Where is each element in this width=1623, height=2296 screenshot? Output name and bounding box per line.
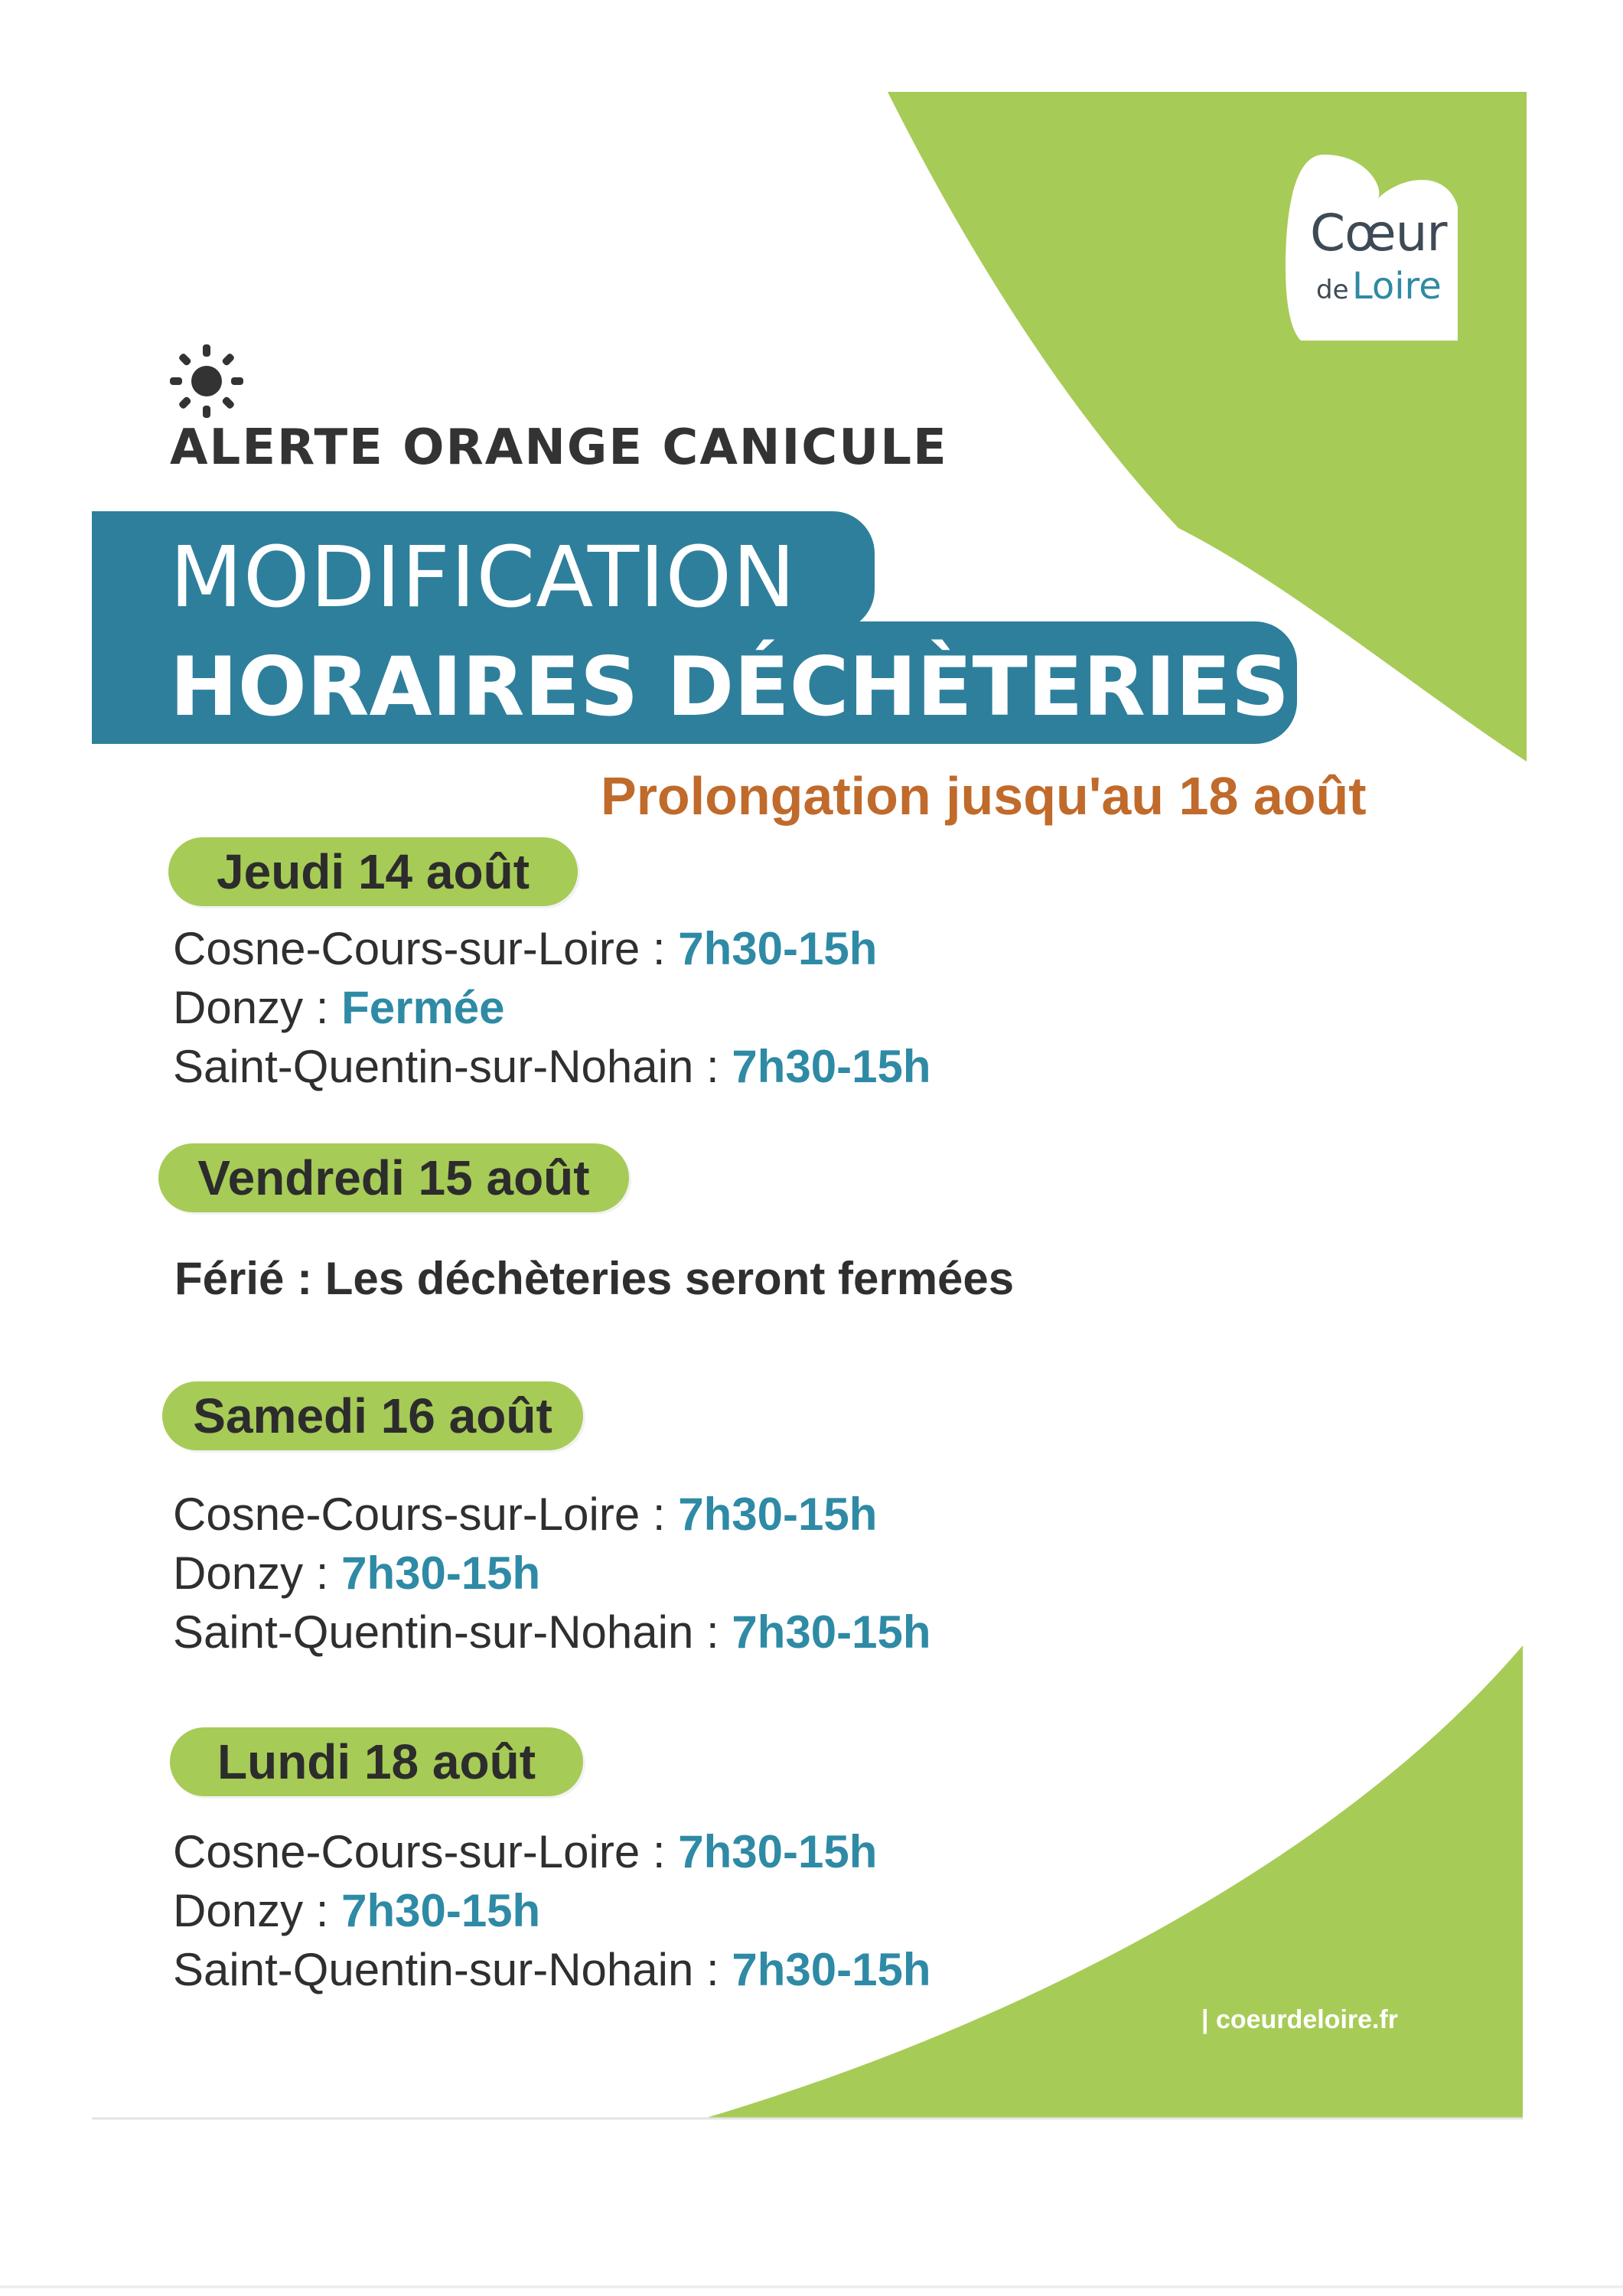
subtitle-prolongation: Prolongation jusqu'au 18 août [601, 766, 1367, 826]
schedule-line [173, 1943, 930, 1996]
day-pill-jeudi: Jeudi 14 août [168, 837, 578, 906]
logo-text-loire: Loire [1351, 265, 1442, 308]
schedule-line [173, 1884, 540, 1937]
sun-icon [168, 343, 245, 419]
coeur-de-loire-logo [1270, 145, 1469, 352]
site-name: Saint-Quentin-sur-Nohain : [173, 1944, 732, 1995]
schedule-line [173, 1606, 930, 1658]
site-name: Donzy : [173, 1548, 342, 1599]
hours-value: 7h30-15h [678, 923, 878, 974]
logo-text-coeur: Cœur [1310, 204, 1447, 263]
site-name: Cosne-Cours-sur-Loire : [173, 1826, 679, 1877]
hours-value: 7h30-15h [732, 1944, 931, 1995]
hours-value: 7h30-15h [678, 1826, 878, 1877]
schedule-line [173, 981, 505, 1034]
site-name: Saint-Quentin-sur-Nohain : [173, 1606, 732, 1658]
schedule-line [173, 1547, 540, 1600]
holiday-note: Férié : Les déchèteries seront fermées [174, 1253, 1015, 1304]
site-name: Cosne-Cours-sur-Loire : [173, 1489, 679, 1540]
hours-value: 7h30-15h [732, 1041, 931, 1092]
green-corner-bottom [704, 1645, 1523, 2118]
logo-text-de-loire [1316, 265, 1442, 308]
day-pill-lundi: Lundi 18 août [170, 1727, 583, 1796]
day-pill-vendredi: Vendredi 15 août [158, 1143, 629, 1212]
website-link[interactable]: | coeurdeloire.fr [1201, 2005, 1399, 2034]
schedule-line [173, 1040, 930, 1093]
site-name: Donzy : [173, 982, 342, 1033]
hours-value: 7h30-15h [341, 1885, 541, 1936]
hours-value: 7h30-15h [732, 1606, 931, 1658]
schedule-line [173, 1825, 877, 1878]
alert-heading: ALERTE ORANGE CANICULE [170, 419, 948, 476]
day-pill-samedi: Samedi 16 août [162, 1381, 583, 1450]
logo-text-de: de [1316, 275, 1349, 305]
hours-value: 7h30-15h [341, 1548, 541, 1599]
schedule-line [173, 1488, 877, 1541]
hours-value: 7h30-15h [678, 1489, 878, 1540]
schedule-line [173, 922, 877, 975]
site-name: Saint-Quentin-sur-Nohain : [173, 1041, 732, 1092]
title-line-1: MODIFICATION [170, 528, 797, 626]
title-line-2: HORAIRES DÉCHÈTERIES [170, 640, 1290, 734]
site-name: Donzy : [173, 1885, 342, 1936]
hours-value: Fermée [341, 982, 505, 1033]
site-name: Cosne-Cours-sur-Loire : [173, 923, 679, 974]
